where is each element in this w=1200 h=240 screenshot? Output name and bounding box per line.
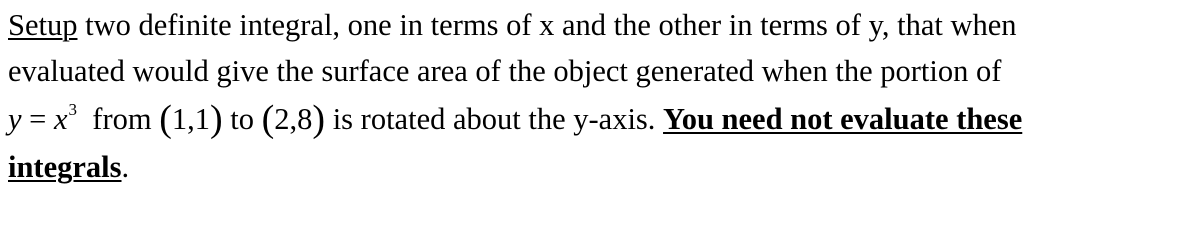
- line-3-text: is rotated about the y-axis.: [325, 102, 664, 136]
- problem-line-1: [8, 2, 1196, 48]
- point-1-close-paren: ): [210, 98, 223, 140]
- equation-y: y: [8, 102, 22, 136]
- point-2-close-paren: ): [312, 98, 326, 140]
- setup-word: Setup: [8, 8, 78, 42]
- final-period: .: [121, 150, 130, 184]
- problem-line-2: [8, 48, 1196, 94]
- from-word: from: [77, 102, 160, 136]
- no-evaluate-instruction: You need not evaluate these: [663, 102, 1023, 136]
- equation-x: x: [54, 102, 68, 136]
- problem-statement: [8, 2, 1196, 190]
- point-1-coords: 1,1: [171, 102, 210, 136]
- problem-line-3: [8, 94, 1196, 140]
- equation-exponent: 3: [68, 100, 78, 119]
- point-1-open-paren: (: [159, 98, 172, 140]
- line-2-text: evaluated would give the surface area of the object generated when the portion of: [8, 54, 1002, 88]
- line-1-text: two definite integral, one in terms of x and the other in terms of y, that when: [77, 8, 1017, 42]
- integrals-word: integrals: [8, 150, 122, 184]
- equation-equals: =: [21, 102, 54, 136]
- point-2-open-paren: (: [261, 98, 275, 140]
- to-word: to: [222, 102, 262, 136]
- point-2-coords: 2,8: [274, 102, 313, 136]
- problem-line-4: [8, 144, 1196, 190]
